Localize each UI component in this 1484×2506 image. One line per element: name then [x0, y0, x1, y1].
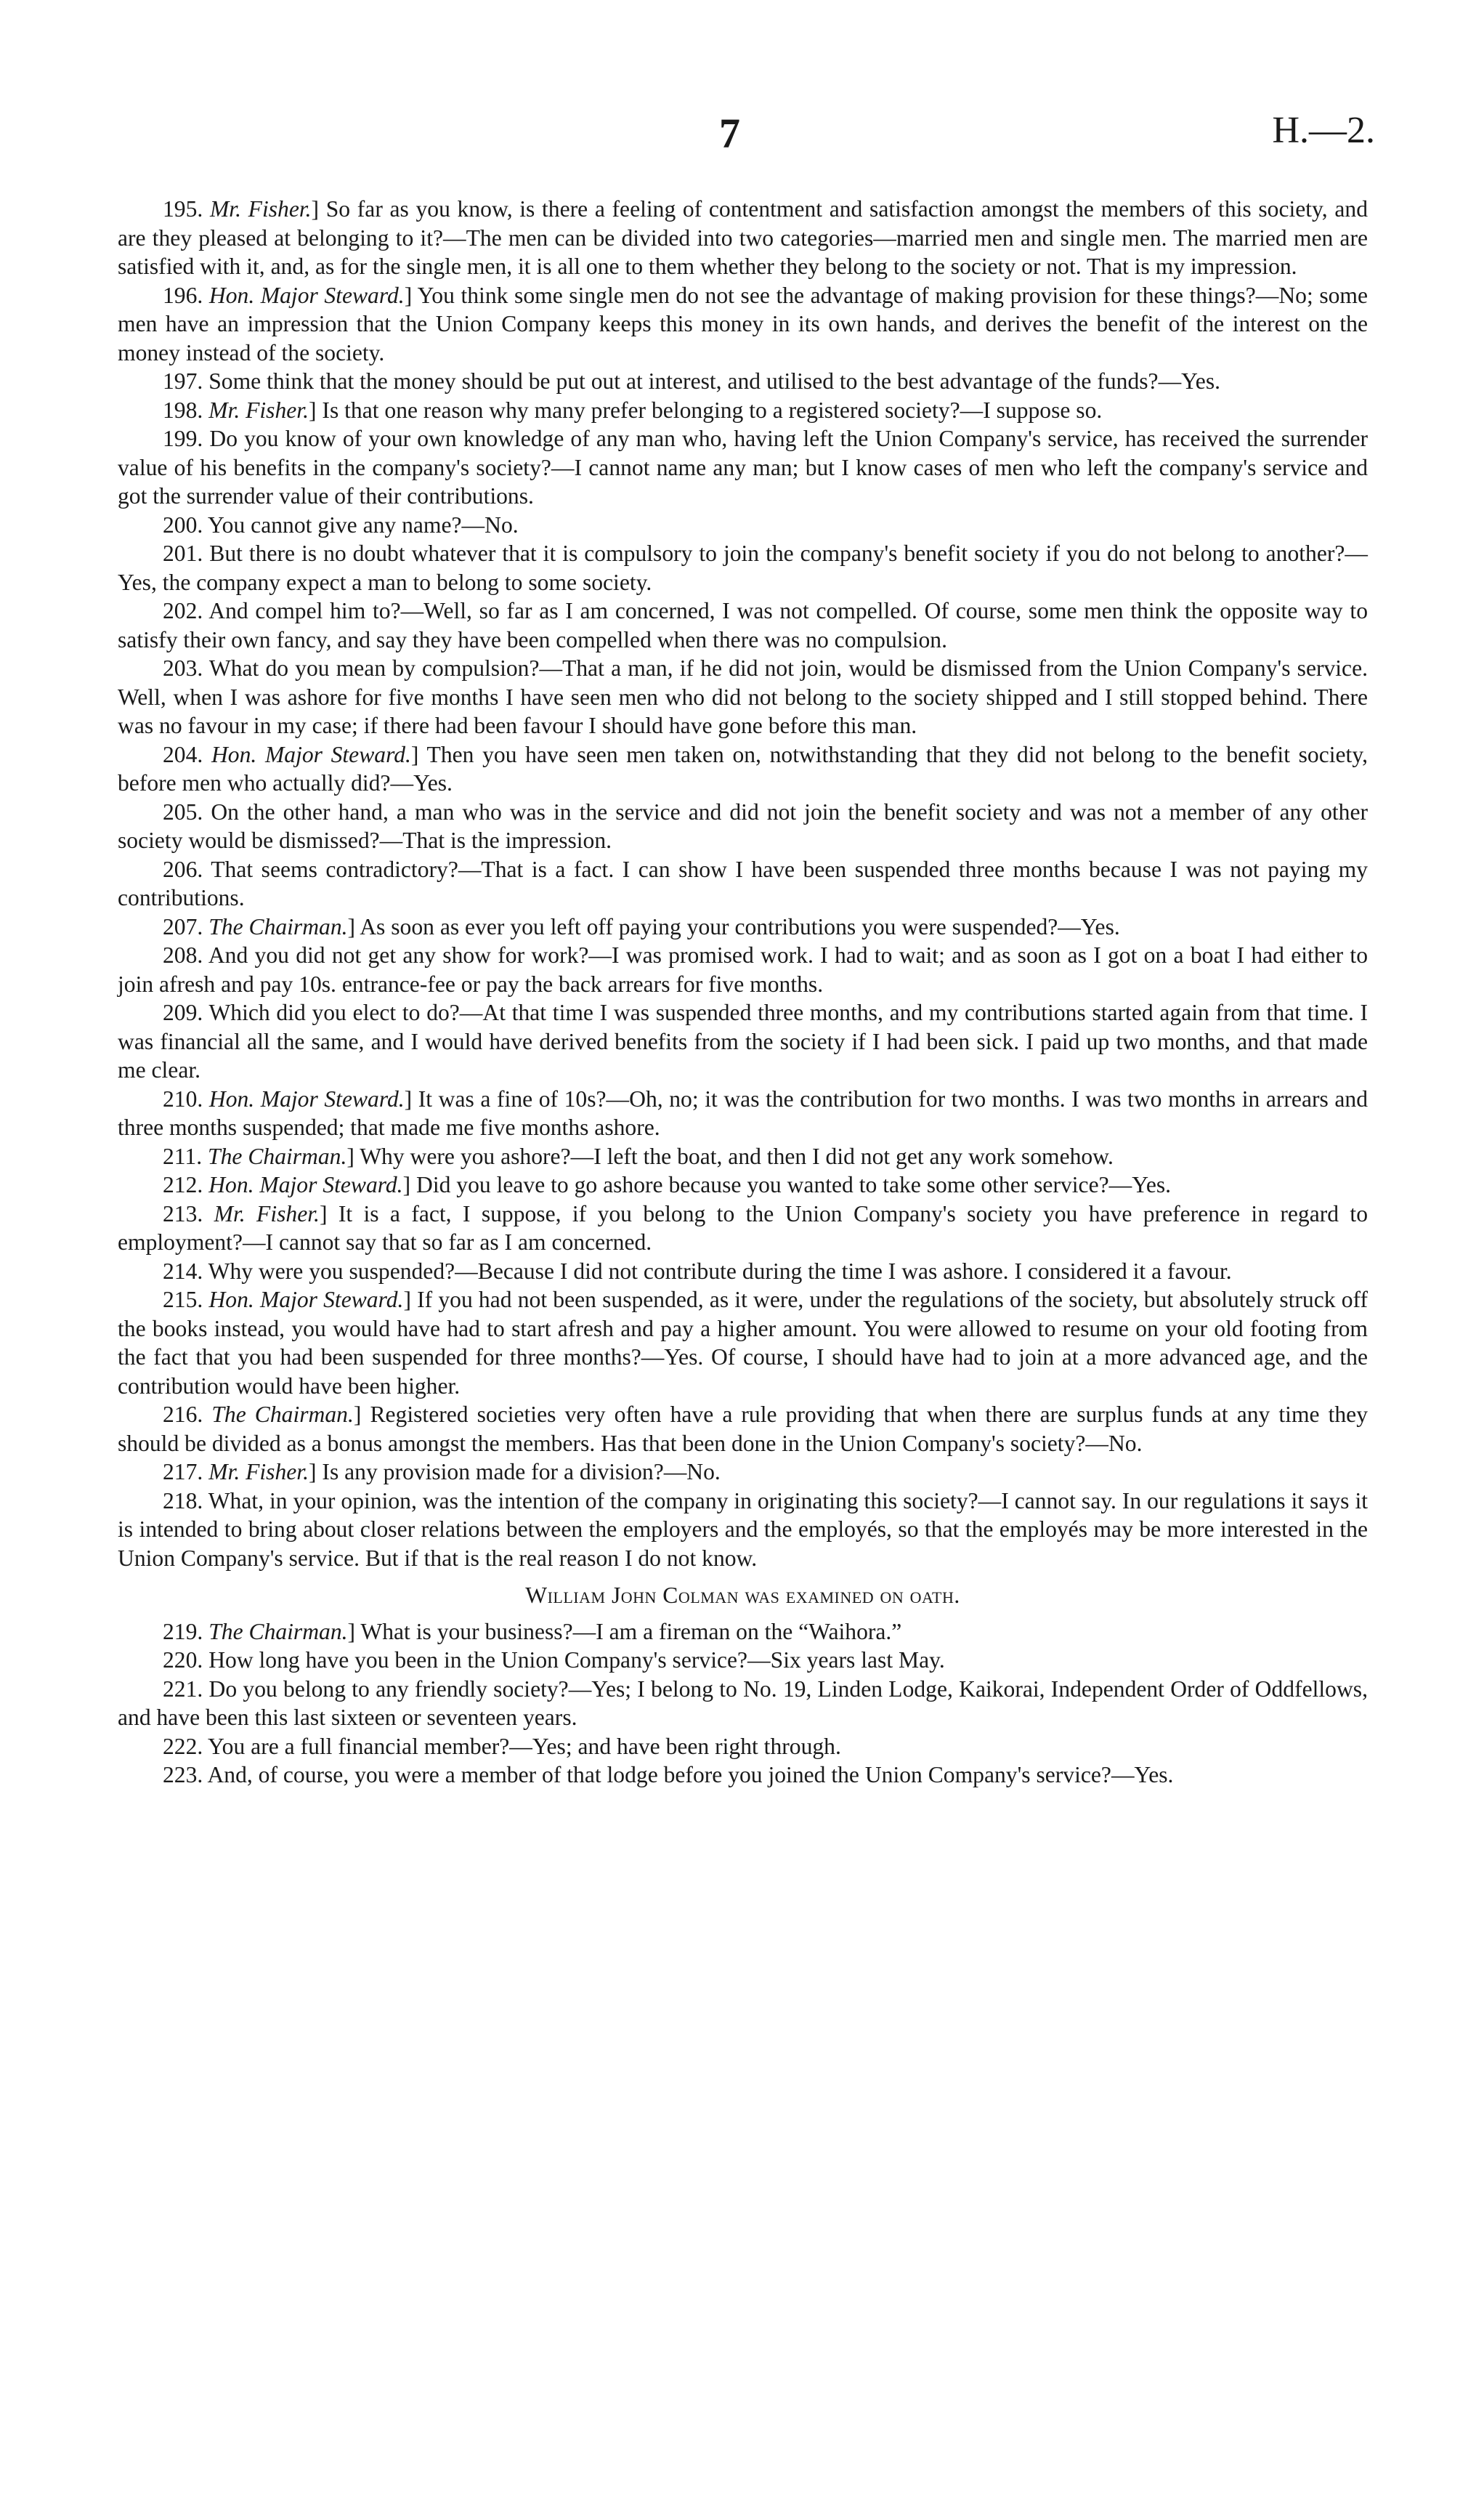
question-text: Why were you suspended?—Because I did not contribute during the time I was ashore. I considered it a favour.: [208, 1258, 1232, 1284]
question-number: 200.: [163, 512, 203, 538]
question-text: Some think that the money should be put out at interest, and utilised to the best advantage of the funds?—Yes.: [208, 368, 1221, 394]
question-number: 216.: [163, 1402, 203, 1427]
question-text: What, in your opinion, was the intention of the company in originating this society?—I cannot say. In our regulations it says it is intended to bring about closer relations between the employers and the employés, so that the employés may be more interested in the Union Company's service. But if that is the real reason I do not know.: [118, 1487, 1369, 1571]
question-number: 223.: [163, 1762, 203, 1787]
testimony-section-2: [118, 1617, 1368, 1790]
question-paragraph: 216. The Chairman.] Registered societies very often have a rule providing that when there are surplus funds at any time they should be divided as a bonus amongst the members. Has that been done in the Union Company's society?—No.: [118, 1402, 1369, 1456]
question-paragraph: [118, 855, 1368, 913]
question-paragraph: 198. Mr. Fisher.] Is that one reason why many prefer belonging to a registered society?—I suppose so.: [163, 397, 1103, 423]
question-text: Do you belong to any friendly society?—Yes; I belong to No. 19, Linden Lodge, Kaikorai, Independent Order of Oddfellows, and have been this last sixteen or seventeen years.: [118, 1676, 1368, 1730]
question-text: You think some single men do not see the advantage of making provision for these things?—No; some men have an impression that the Union Company keeps this money in its own hands, and derives the benefit of the interest on the money instead of the society.: [118, 282, 1369, 365]
question-number: 213.: [163, 1200, 203, 1226]
speaker-name: Mr. Fisher.: [209, 196, 312, 222]
question-paragraph: 204. Hon. Major Steward.] Then you have seen men taken on, notwithstanding that they did not belong to the benefit society, before men who actually did?—Yes.: [118, 741, 1368, 796]
speaker-name: Mr. Fisher.: [208, 397, 309, 423]
question-text: But there is no doubt whatever that it is compulsory to join the company's benefit society if you do not belong to another?—Yes, the company expect a man to belong to some society.: [118, 541, 1368, 595]
question-text: Registered societies very often have a rule providing that when there are surplus funds at any time they should be divided as a bonus amongst the members. Has that been done in the Union Company's society?—No.: [118, 1402, 1369, 1456]
question-paragraph: [118, 1257, 1368, 1286]
question-paragraph: [118, 798, 1368, 855]
question-text: Is that one reason why many prefer belonging to a registered society?—I suppose so.: [322, 397, 1103, 423]
question-paragraph: [118, 1732, 1368, 1761]
question-paragraph: 215. Hon. Major Steward.] If you had not been suspended, as it were, under the regulations of the society, but absolutely struck off the books instead, you would have had to start afresh and pay a higher amount. You were allowed to resume on your old footing from the fact that you had been suspended for three months?—Yes. Of course, I should have had to join at a more advanced age, and the contribution would have been higher.: [118, 1287, 1368, 1399]
question-paragraph: 217. Mr. Fisher.] Is any provision made for a division?—No.: [163, 1459, 721, 1484]
speaker-name: Hon. Major Steward.: [208, 1086, 405, 1112]
page-number: 7: [719, 110, 740, 157]
speaker-name: Hon. Major Steward.: [208, 1287, 404, 1312]
witness-heading: William John Colman was examined on oath.: [525, 1583, 960, 1608]
question-text: It was a fine of 10s?—Oh, no; it was the contribution for two months. I was two months in arrears and three months suspended; that made me five months ashore.: [118, 1086, 1368, 1140]
question-number: 222.: [163, 1733, 203, 1759]
question-text: Is any provision made for a division?—No.: [322, 1459, 721, 1484]
question-paragraph: 196. Hon. Major Steward.] You think some single men do not see the advantage of making provision for these things?—No; some men have an impression that the Union Company keeps this money in its own hands, and derives the benefit of the interest on the money instead of the society.: [118, 282, 1369, 365]
question-number: 218.: [163, 1487, 203, 1513]
question-paragraph: [118, 511, 1368, 540]
question-paragraph: [118, 1761, 1368, 1790]
question-text: Then you have seen men taken on, notwithstanding that they did not belong to the benefit society, before men who actually did?—Yes.: [118, 741, 1368, 796]
speaker-name: The Chairman.: [211, 1402, 354, 1427]
question-paragraph: 211. The Chairman.] Why were you ashore?—I left the boat, and then I did not get any work somehow.: [163, 1143, 1114, 1169]
question-number: 205.: [163, 799, 203, 825]
question-paragraph: [118, 998, 1368, 1085]
question-paragraph: 210. Hon. Major Steward.] It was a fine of 10s?—Oh, no; it was the contribution for two months. I was two months in arrears and three months suspended; that made me five months ashore.: [118, 1086, 1368, 1140]
speaker-name: Mr. Fisher.: [208, 1459, 309, 1484]
question-text: That seems contradictory?—That is a fact. I can show I have been suspended three months because I was not paying my contributions.: [118, 856, 1369, 910]
question-text: What do you mean by compulsion?—That a man, if he did not join, would be dismissed from the Union Company's service. Well, when I was ashore for five months I have seen men who did not belong to the society shipped and I still stopped behind. There was no favour in my case; if there had been favour I should have gone before this man.: [118, 655, 1369, 738]
question-text: As soon as ever you left off paying your contributions you were suspended?—Yes.: [360, 913, 1120, 939]
question-number: 214.: [163, 1258, 203, 1284]
question-number: 203.: [163, 655, 203, 681]
question-number: 209.: [163, 1000, 203, 1025]
question-text: It is a fact, I suppose, if you belong to the Union Company's society you have preference in regard to employment?—I cannot say that so far as I am concerned.: [118, 1200, 1368, 1255]
question-text: So far as you know, is there a feeling of contentment and satisfaction amongst the members of this society, and are they pleased at belonging to it?—The men can be divided into two categories—married men and single men. The married men are satisfied with it, and, as for the single men, it is all one to them whether they belong to the society or not. That is my impression.: [118, 196, 1368, 279]
question-paragraph: [118, 941, 1368, 998]
question-text: If you had not been suspended, as it were, under the regulations of the society, but absolutely struck off the books instead, you would have had to start afresh and pay a higher amount. You were allowed to resume on your old footing from the fact that you had been suspended for three months?—Yes. Of course, I should have had to join at a more advanced age, and the contribution would have been higher.: [118, 1287, 1368, 1399]
question-number: 204.: [163, 741, 203, 767]
question-number: 196.: [163, 282, 203, 308]
question-number: 199.: [163, 426, 203, 451]
question-number: 215.: [163, 1287, 203, 1312]
question-number: 207.: [163, 913, 203, 939]
question-number: 220.: [163, 1647, 203, 1673]
question-paragraph: 219. The Chairman.] What is your business?—I am a fireman on the “Waihora.”: [163, 1618, 902, 1644]
question-text: Did you leave to go ashore because you wanted to take some other service?—Yes.: [416, 1172, 1172, 1197]
question-paragraph: [118, 1487, 1368, 1573]
speaker-name: The Chairman.: [208, 1143, 347, 1169]
testimony-section-1: [118, 195, 1368, 1572]
speaker-name: Hon. Major Steward.: [211, 741, 411, 767]
speaker-name: The Chairman.: [208, 913, 348, 939]
question-text: You cannot give any name?—No.: [208, 512, 519, 538]
question-number: 217.: [163, 1459, 203, 1484]
question-paragraph: [118, 424, 1368, 511]
question-text: You are a full financial member?—Yes; and have been right through.: [208, 1733, 841, 1759]
question-number: 195.: [163, 196, 203, 222]
question-text: How long have you been in the Union Company's service?—Six years last May.: [208, 1647, 945, 1673]
question-number: 202.: [163, 598, 203, 623]
question-paragraph: [118, 597, 1368, 654]
question-paragraph: [118, 539, 1368, 597]
question-text: What is your business?—I am a fireman on the “Waihora.”: [360, 1618, 902, 1644]
question-paragraph: 195. Mr. Fisher.] So far as you know, is there a feeling of contentment and satisfaction amongst the members of this society, and are they pleased at belonging to it?—The men can be divided into two categories—married men and single men. The married men are satisfied with it, and, as for the single men, it is all one to them whether they belong to the society or not. That is my impression.: [118, 196, 1368, 279]
question-text: On the other hand, a man who was in the service and did not join the benefit society and was not a member of any other society would be dismissed?—That is the impression.: [118, 799, 1369, 853]
question-number: 208.: [163, 942, 203, 968]
question-paragraph: [118, 1675, 1368, 1732]
speaker-name: Hon. Major Steward.: [208, 1172, 403, 1197]
question-text: And, of course, you were a member of that lodge before you joined the Union Company's service?—Yes.: [207, 1762, 1174, 1787]
question-paragraph: [118, 654, 1368, 740]
question-text: Do you know of your own knowledge of any man who, having left the Union Company's service, has received the surrender value of his benefits in the company's society?—I cannot name any man; but I know cases of men who left the company's service and got the surrender value of their contributions.: [118, 426, 1368, 509]
question-number: 221.: [163, 1676, 203, 1702]
question-number: 210.: [163, 1086, 203, 1112]
speaker-name: The Chairman.: [208, 1618, 348, 1644]
question-number: 212.: [163, 1172, 203, 1197]
question-number: 198.: [163, 397, 203, 423]
question-text: And compel him to?—Well, so far as I am concerned, I was not compelled. Of course, some men think the opposite way to satisfy their own fancy, and say they have been compelled when there was no compulsion.: [118, 598, 1369, 652]
question-paragraph: [118, 367, 1368, 396]
question-paragraph: 213. Mr. Fisher.] It is a fact, I suppose, if you belong to the Union Company's society you have preference in regard to employment?—I cannot say that so far as I am concerned.: [118, 1200, 1368, 1255]
document-code: H.—2.: [1272, 110, 1375, 151]
speaker-name: Hon. Major Steward.: [208, 282, 405, 308]
question-number: 201.: [163, 541, 203, 566]
question-text: And you did not get any show for work?—I was promised work. I had to wait; and as soon as I got on a boat I had either to join afresh and pay 10s. entrance-fee or pay the back arrears for five months.: [118, 942, 1368, 997]
page-body: [118, 195, 1368, 1790]
question-number: 206.: [163, 856, 203, 882]
question-paragraph: 207. The Chairman.] As soon as ever you left off paying your contributions you were suspended?—Yes.: [163, 913, 1120, 939]
question-paragraph: 212. Hon. Major Steward.] Did you leave to go ashore because you wanted to take some other service?—Yes.: [163, 1172, 1172, 1197]
question-paragraph: [118, 1646, 1368, 1675]
question-number: 211.: [163, 1143, 203, 1169]
question-text: Which did you elect to do?—At that time I was suspended three months, and my contributions started again from that time. I was financial all the same, and I would have derived benefits from the society if I had been sick. I paid up two months, and that made me clear.: [118, 1000, 1368, 1083]
question-number: 197.: [163, 368, 203, 394]
speaker-name: Mr. Fisher.: [214, 1200, 320, 1226]
question-number: 219.: [163, 1618, 203, 1644]
question-text: Why were you ashore?—I left the boat, and then I did not get any work somehow.: [360, 1143, 1114, 1169]
